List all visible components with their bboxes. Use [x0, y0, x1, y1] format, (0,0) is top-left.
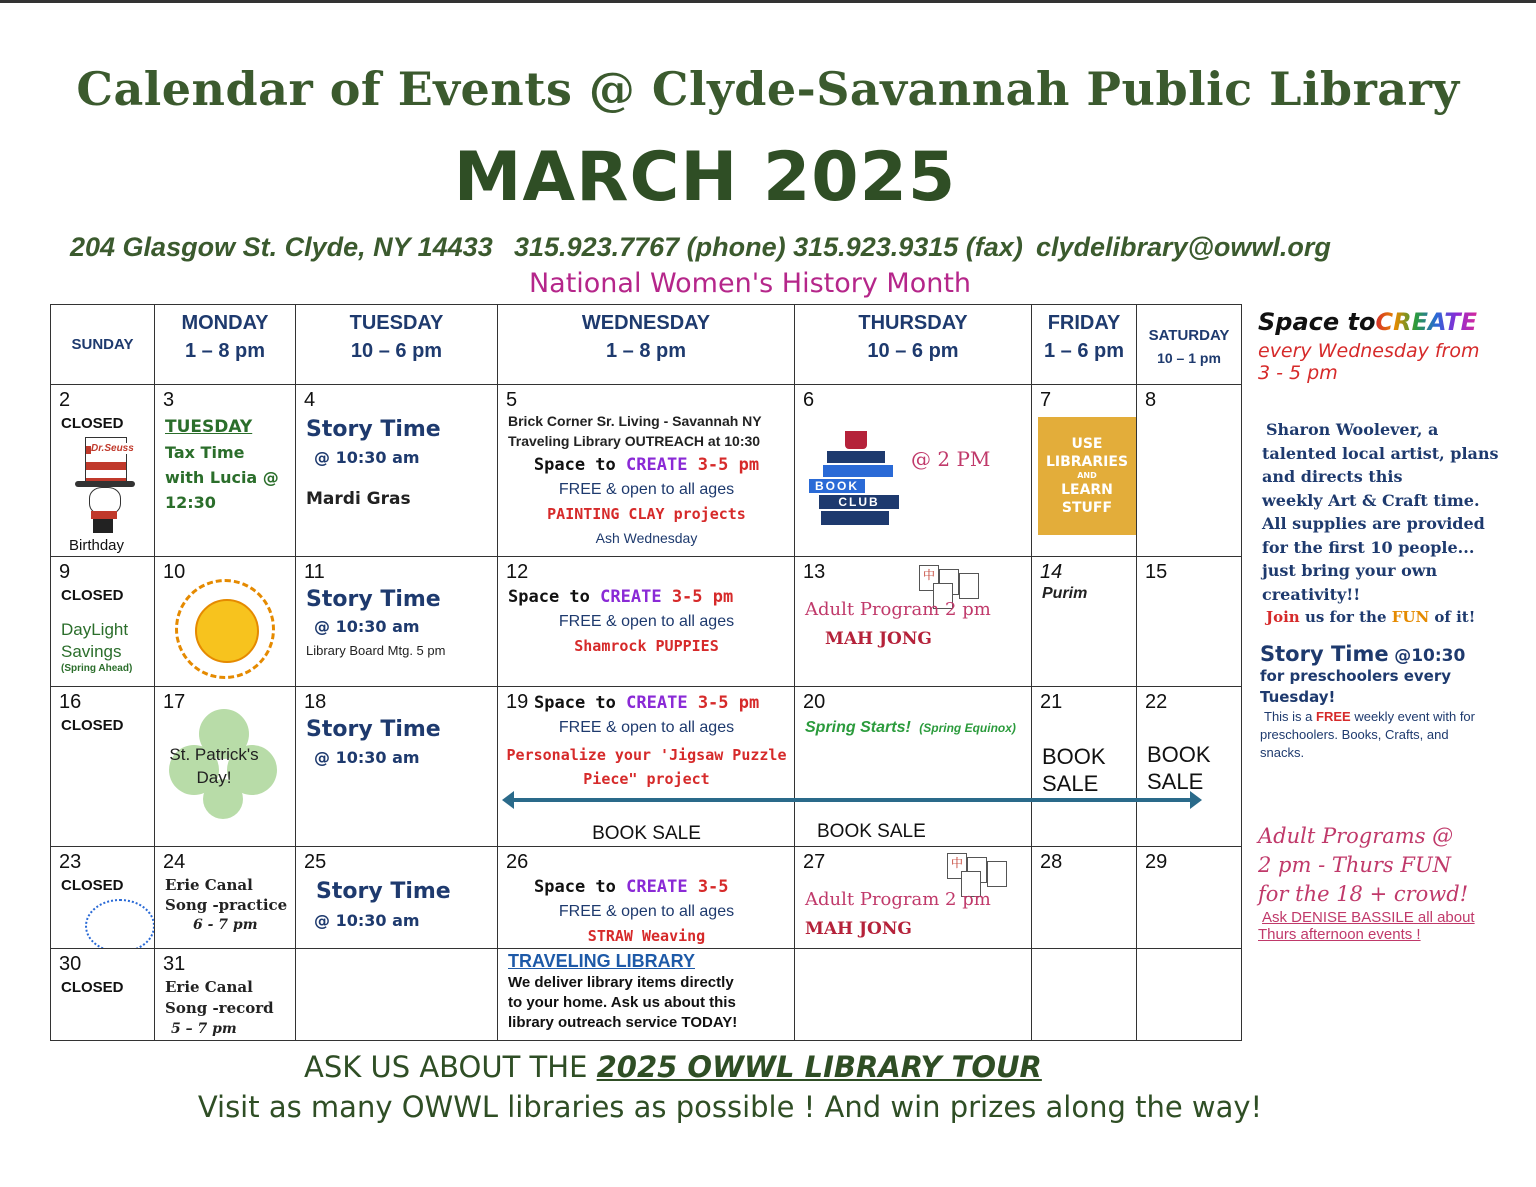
- day-3: 3 TUESDAY Tax Time with Lucia @ 12:30: [155, 385, 296, 557]
- cat-in-hat-icon: Dr.Seuss: [69, 437, 139, 533]
- empty-cell: [1032, 949, 1137, 1041]
- empty-cell: [1137, 949, 1242, 1041]
- header-saturday: SATURDAY 10 – 1 pm: [1137, 305, 1242, 385]
- day-16: 16 CLOSED: [51, 687, 155, 847]
- day-12: 12 Space to CREATE 3-5 pm FREE & open to all ages Shamrock PUPPIES: [498, 557, 795, 687]
- day-11: 11 Story Time @ 10:30 am Library Board Mtg. 5 pm: [296, 557, 498, 687]
- book-sale-arrow: [512, 798, 1192, 802]
- header-wednesday: WEDNESDAY 1 – 8 pm: [498, 305, 795, 385]
- day-17: 17 St. Patrick's Day!: [155, 687, 296, 847]
- day-15: 15: [1137, 557, 1242, 687]
- closed-label: CLOSED: [61, 415, 124, 432]
- story-time-promo: Story Time @10:30 for preschoolers every Tuesday! This is a FREE weekly event with for preschoolers. Books, Crafts, and snacks.: [1260, 642, 1475, 760]
- header-thursday: THURSDAY 10 – 6 pm: [795, 305, 1032, 385]
- day-23: 23 CLOSED: [51, 847, 155, 949]
- music-notes-icon: [85, 899, 155, 949]
- thurs-events-link[interactable]: Thurs afternoon events !: [1258, 926, 1421, 943]
- day-31: 31 Erie Canal Song -record 5 – 7 pm: [155, 949, 296, 1041]
- phone-numbers: 315.923.7767 (phone) 315.923.9315 (fax): [514, 232, 1023, 262]
- day-24: 24 Erie Canal Song -practice 6 - 7 pm: [155, 847, 296, 949]
- traveling-library-link[interactable]: TRAVELING LIBRARY: [508, 951, 695, 971]
- use-libraries-sign: USE LIBRARIES AND LEARN STUFF: [1038, 417, 1136, 535]
- day-8: 8: [1137, 385, 1242, 557]
- day-26: 26 Space to CREATE 3-5 FREE & open to all ages STRAW Weaving: [498, 847, 795, 949]
- month-title: MARCH 2025: [453, 138, 957, 217]
- day-18: 18 Story Time @ 10:30 am: [296, 687, 498, 847]
- email[interactable]: clydelibrary@owwl.org: [1036, 232, 1331, 262]
- day-14: 14 Purim: [1032, 557, 1137, 687]
- header-tuesday: TUESDAY 10 – 6 pm: [296, 305, 498, 385]
- header-sunday: SUNDAY: [51, 305, 155, 385]
- adult-programs-promo: Adult Programs @ 2 pm - Thurs FUN for the 18 + crowd! Ask DENISE BASSILE all about Thurs afternoon events !: [1258, 822, 1528, 943]
- sun-icon: [175, 579, 275, 679]
- traveling-library-cell: TRAVELING LIBRARY We deliver library items directly to your home. Ask us about this library outreach service TODAY!: [498, 949, 795, 1041]
- day-2: 2 CLOSED Dr.Seuss Birthday: [51, 385, 155, 557]
- top-rule: [0, 0, 1536, 3]
- day-22: 22 BOOK SALE: [1137, 687, 1242, 847]
- empty-cell: [795, 949, 1032, 1041]
- womens-history-month: National Women's History Month: [528, 268, 972, 299]
- space-to-create-promo: Space toCREATE every Wednesday from 3 - 5 pm: [1258, 308, 1480, 384]
- day-28: 28: [1032, 847, 1137, 949]
- page-title: Calendar of Events @ Clyde-Savannah Public Library: [76, 62, 1460, 116]
- mahjong-tiles-icon: 中: [919, 565, 983, 605]
- day-29: 29: [1137, 847, 1242, 949]
- day-21: 21 BOOK SALE: [1032, 687, 1137, 847]
- visit-libraries-text: Visit as many OWWL libraries as possible ! And win prizes along the way!: [197, 1090, 1263, 1124]
- library-tour-banner: ASK US ABOUT THE 2025 OWWL LIBRARY TOUR: [304, 1050, 1042, 1084]
- header-friday: FRIDAY 1 – 6 pm: [1032, 305, 1137, 385]
- address: 204 Glasgow St. Clyde, NY 14433: [70, 232, 493, 262]
- day-10: 10: [155, 557, 296, 687]
- day-4: 4 Story Time @ 10:30 am Mardi Gras: [296, 385, 498, 557]
- day-7: 7 USE LIBRARIES AND LEARN STUFF: [1032, 385, 1137, 557]
- day-13: 13 中 Adult Program 2 pm MAH JONG: [795, 557, 1032, 687]
- day-30: 30 CLOSED: [51, 949, 155, 1041]
- sharon-woolever-description: Sharon Woolever, a talented local artist, plans and directs this weekly Art & Craft time. All supplies are provided for the first 10 people... just bring your own creativity!! Join us for the FUN of it!: [1262, 420, 1499, 626]
- calendar-grid: [50, 304, 1242, 1041]
- header-monday: MONDAY 1 – 8 pm: [155, 305, 296, 385]
- ask-denise-link[interactable]: Ask DENISE BASSILE all about: [1262, 909, 1475, 926]
- day-5: 5 Brick Corner Sr. Living - Savannah NY Traveling Library OUTREACH at 10:30 Space to CREATE 3-5 pm FREE & open to all ages PAINTING CLAY projects Ash Wednesday: [498, 385, 795, 557]
- day-25: 25 Story Time @ 10:30 am: [296, 847, 498, 949]
- book-club-icon: BOOK CLUB: [809, 425, 903, 515]
- mahjong-tiles-icon: 中: [947, 853, 1011, 893]
- day-9: 9 CLOSED DayLight Savings (Spring Ahead): [51, 557, 155, 687]
- day-20: 20 Spring Starts! (Spring Equinox) BOOK SALE: [795, 687, 1032, 847]
- day-19: 19 Space to CREATE 3-5 pm FREE & open to all ages Personalize your 'Jigsaw Puzzle Piece" project BOOK SALE: [498, 687, 795, 847]
- empty-cell: [296, 949, 498, 1041]
- day-27: 27 中 Adult Program 2 pm MAH JONG: [795, 847, 1032, 949]
- day-6: 6 BOOK CLUB @ 2 PM: [795, 385, 1032, 557]
